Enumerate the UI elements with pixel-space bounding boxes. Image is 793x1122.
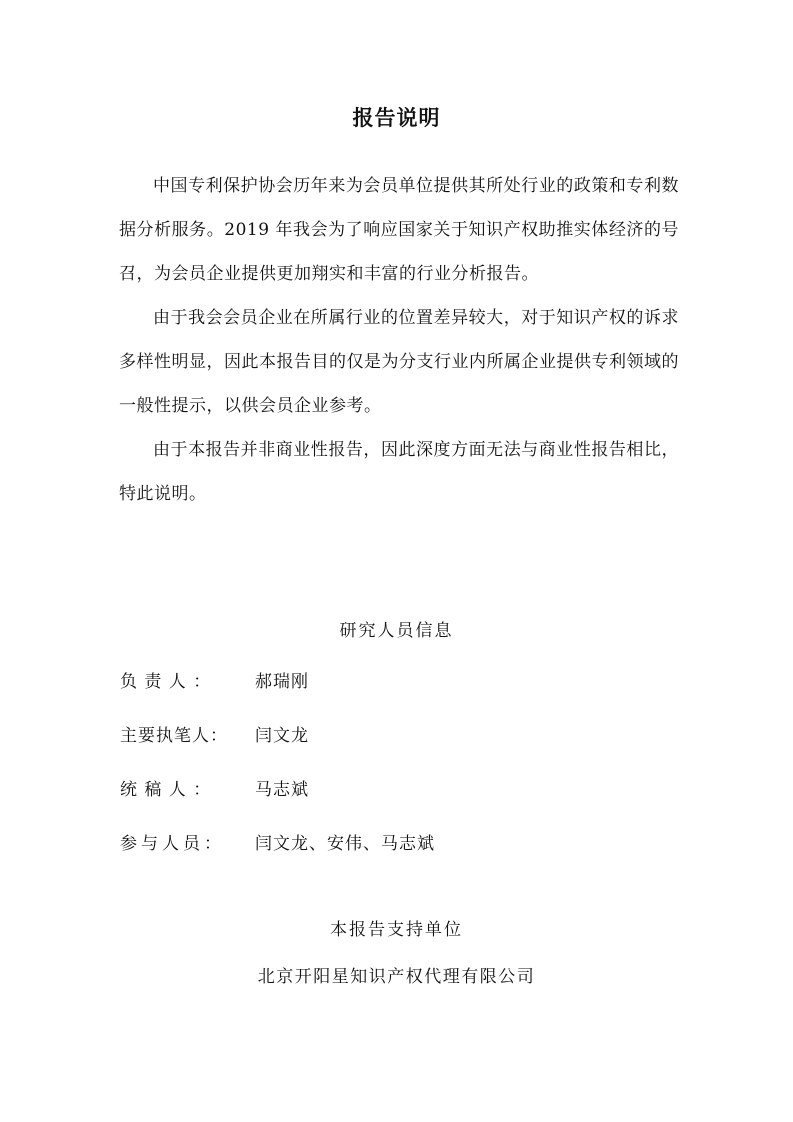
researchers-heading: 研究人员信息 bbox=[339, 621, 454, 641]
paragraph-report-purpose: 由于我会会员企业在所属行业的位置差异较大，对于知识产权的诉求多样性明显，因此本报告目的仅是为分支行业内所属企业提供专利领域的一般性提示，以供会员企业参考。 bbox=[119, 308, 679, 416]
researcher-value: 闫文龙、安伟、马志斌 bbox=[255, 834, 435, 854]
researcher-row-participants bbox=[120, 829, 680, 883]
researcher-list bbox=[120, 667, 680, 883]
paragraph-service-intro: 中国专利保护协会历年来为会员单位提供其所处行业的政策和专利数据分析服务。2019 年我会为了响应国家关于知识产权助推实体经济的号召，为会员企业提供更加翔实和丰富的行业分析报告。 bbox=[119, 176, 679, 284]
researcher-value: 马志斌 bbox=[255, 780, 309, 800]
report-description bbox=[119, 164, 679, 516]
researcher-label: 统 稿 人 ： bbox=[120, 780, 212, 800]
researcher-label: 负 责 人 ： bbox=[120, 672, 212, 692]
page-title: 报告说明 bbox=[352, 105, 441, 130]
support-organization: 北京开阳星知识产权代理有限公司 bbox=[257, 967, 536, 987]
researcher-row-lead bbox=[120, 667, 680, 721]
researcher-row-editor bbox=[120, 775, 680, 829]
support-heading: 本报告支持单位 bbox=[330, 920, 463, 940]
researcher-value: 郝瑞刚 bbox=[255, 672, 309, 692]
paragraph-disclaimer: 由于本报告并非商业性报告，因此深度方面无法与商业性报告相比，特此说明。 bbox=[119, 440, 679, 504]
researcher-row-main-writer bbox=[120, 721, 680, 775]
researcher-value: 闫文龙 bbox=[255, 726, 309, 746]
researcher-label: 参与人员： bbox=[120, 834, 225, 854]
researcher-label: 主要执笔人： bbox=[120, 726, 228, 746]
